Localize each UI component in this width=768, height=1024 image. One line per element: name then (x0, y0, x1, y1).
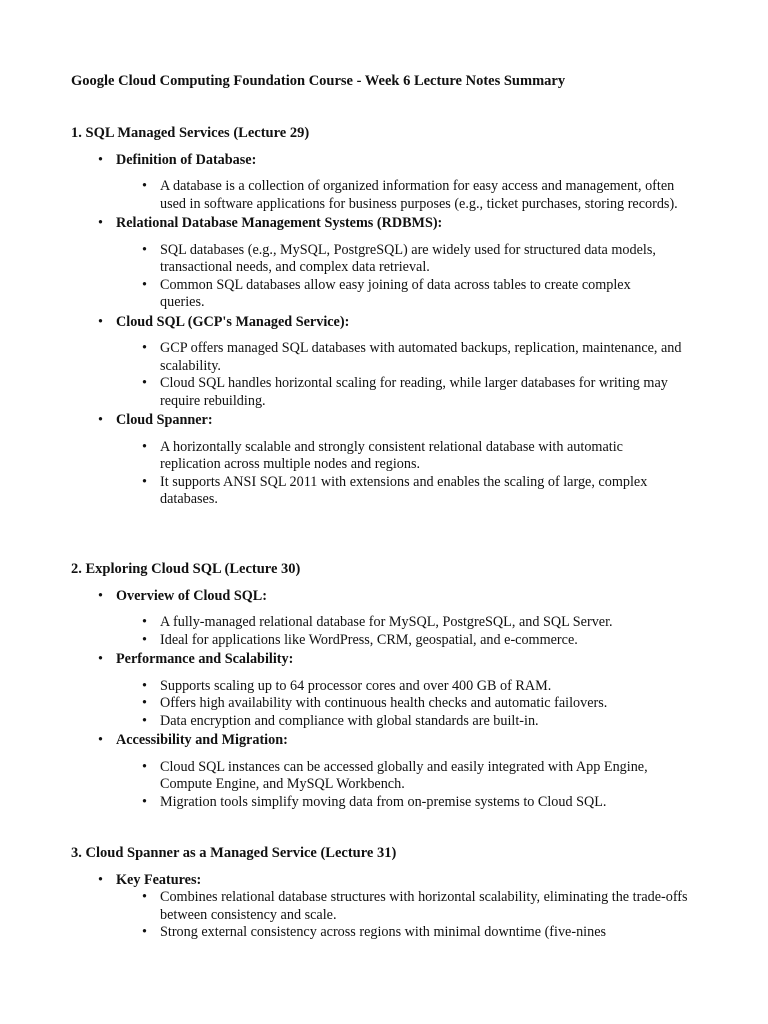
point-list (71, 340, 711, 410)
list-item (71, 889, 705, 924)
bullet-icon: • (98, 732, 103, 748)
bullet-icon: • (142, 758, 147, 775)
bullet-icon: • (142, 614, 147, 630)
topic-heading-text: Key Features: (116, 871, 202, 888)
bullet-icon: • (142, 178, 147, 194)
topic-heading (71, 412, 711, 430)
topic-definition-of-database (71, 152, 711, 214)
topic-heading-text: Definition of Database: (116, 151, 257, 168)
bullet-icon: • (98, 651, 103, 667)
bullet-icon: • (142, 677, 147, 694)
list-item (71, 474, 695, 509)
bullet-icon: • (98, 215, 103, 231)
point-list (71, 439, 711, 509)
topic-heading (71, 215, 711, 233)
point-text: A database is a collection of organized information for easy access and management, often used in software applications for business purposes (e.g., ticket purchases, storing records). (160, 178, 678, 212)
list-item (71, 340, 700, 375)
topic-heading-text: Cloud SQL (GCP's Managed Service): (116, 313, 350, 330)
section-sql-managed-services (71, 125, 711, 509)
bullet-icon: • (142, 889, 147, 905)
list-item (71, 794, 720, 812)
bullet-icon: • (142, 712, 147, 729)
bullet-icon: • (98, 587, 103, 604)
topic-heading (71, 152, 711, 170)
section-title: 2. Exploring Cloud SQL (Lecture 30) (71, 561, 301, 577)
topic-accessibility-migration (71, 732, 711, 811)
topic-heading-text: Performance and Scalability: (116, 651, 294, 667)
section-title: 3. Cloud Spanner as a Managed Service (Lecture 31) (71, 845, 397, 861)
topic-heading (71, 651, 711, 669)
topic-heading (71, 314, 711, 332)
point-text: SQL databases (e.g., MySQL, PostgreSQL) are widely used for structured data models, transactional needs, and complex data retrieval. (160, 241, 656, 275)
topic-heading (71, 872, 711, 890)
point-text: Ideal for applications like WordPress, CRM, geospatial, and e-commerce. (160, 631, 578, 648)
topic-heading (71, 732, 711, 750)
point-text: Common SQL databases allow easy joining of data across tables to create complex queries. (160, 276, 631, 310)
topic-cloud-sql (71, 314, 711, 411)
list-item (71, 439, 665, 474)
point-text: Migration tools simplify moving data from on-premise systems to Cloud SQL. (160, 793, 607, 810)
point-text: Combines relational database structures with horizontal scalability, eliminating the trade-offs between consistency and scale. (160, 889, 688, 923)
point-text: Offers high availability with continuous health checks and automatic failovers. (160, 695, 608, 711)
topic-heading (71, 588, 711, 606)
topic-heading-text: Relational Database Management Systems (RDBMS): (116, 215, 443, 231)
list-item (71, 695, 720, 713)
topic-heading-text: Cloud Spanner: (116, 412, 213, 428)
bullet-icon: • (142, 276, 147, 293)
bullet-icon: • (142, 473, 147, 490)
list-item (71, 924, 720, 942)
topic-heading-text: Accessibility and Migration: (116, 732, 288, 748)
topic-overview-cloud-sql (71, 588, 711, 650)
section-title: 1. SQL Managed Services (Lecture 29) (71, 125, 310, 141)
point-list (71, 614, 711, 649)
point-list (71, 889, 711, 942)
point-list (71, 242, 711, 312)
list-item (71, 178, 700, 213)
list-item (71, 277, 660, 312)
bullet-icon: • (142, 793, 147, 810)
bullet-icon: • (142, 695, 147, 711)
bullet-icon: • (142, 631, 147, 648)
point-text: A horizontally scalable and strongly consistent relational database with automatic replication across multiple nodes and regions. (160, 438, 623, 472)
section-exploring-cloud-sql (71, 561, 711, 811)
list-item (71, 632, 720, 650)
list-item (71, 713, 720, 731)
bullet-icon: • (98, 412, 103, 428)
list-item (71, 614, 720, 632)
bullet-icon: • (142, 340, 147, 356)
point-text: Strong external consistency across regions with minimal downtime (five-nines (160, 924, 607, 940)
bullet-icon: • (98, 313, 103, 330)
point-text: A fully-managed relational database for MySQL, PostgreSQL, and SQL Server. (160, 614, 613, 630)
list-item (71, 242, 700, 277)
bullet-icon: • (142, 375, 147, 391)
list-item (71, 678, 720, 696)
topic-performance-scalability (71, 651, 711, 730)
topic-key-features (71, 872, 711, 942)
point-text: Supports scaling up to 64 processor cores and over 400 GB of RAM. (160, 677, 552, 694)
point-list (71, 178, 711, 213)
point-list (71, 759, 711, 812)
topic-heading-text: Overview of Cloud SQL: (116, 587, 267, 604)
point-text: GCP offers managed SQL databases with automated backups, replication, maintenance, and scalability. (160, 340, 682, 374)
topic-rdbms (71, 215, 711, 312)
document-title: Google Cloud Computing Foundation Course - Week 6 Lecture Notes Summary (71, 73, 566, 89)
list-item (71, 759, 695, 794)
bullet-icon: • (142, 438, 147, 455)
point-text: Data encryption and compliance with global standards are built-in. (160, 712, 539, 729)
point-text: Cloud SQL handles horizontal scaling for reading, while larger databases for writing may require rebuilding. (160, 375, 668, 409)
bullet-icon: • (98, 871, 103, 888)
point-text: It supports ANSI SQL 2011 with extensions and enables the scaling of large, complex databases. (160, 473, 648, 507)
bullet-icon: • (142, 924, 147, 940)
point-list (71, 678, 711, 731)
list-item (71, 375, 685, 410)
bullet-icon: • (98, 151, 103, 168)
bullet-icon: • (142, 241, 147, 258)
point-text: Cloud SQL instances can be accessed globally and easily integrated with App Engine, Compute Engine, and MySQL Workbench. (160, 758, 648, 792)
section-cloud-spanner-managed (71, 845, 711, 942)
topic-cloud-spanner (71, 412, 711, 509)
